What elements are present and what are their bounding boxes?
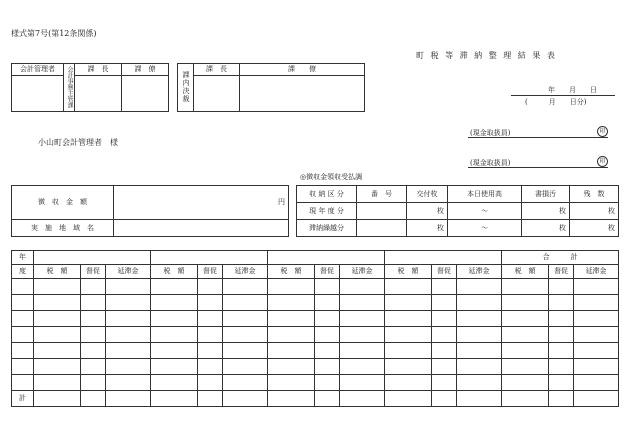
year-cell <box>12 375 34 391</box>
table-cell <box>549 311 574 327</box>
table-cell <box>574 311 619 327</box>
table-cell <box>151 279 198 295</box>
chief-stamp-cell <box>75 76 122 112</box>
table-cell <box>268 311 315 327</box>
total-cell <box>106 391 151 407</box>
table-cell <box>34 295 81 311</box>
total-cell <box>34 391 81 407</box>
year-cell <box>12 327 34 343</box>
staff-label: 課 僚 <box>122 64 169 76</box>
table-cell <box>340 327 385 343</box>
table-cell <box>385 375 432 391</box>
table-cell <box>106 279 151 295</box>
table-cell <box>315 327 340 343</box>
year-cell <box>12 359 34 375</box>
subheader: 税 額 <box>385 265 432 279</box>
internal-staff-label: 課 僚 <box>240 64 365 76</box>
table-cell <box>340 279 385 295</box>
table-cell <box>574 359 619 375</box>
collection-summary <box>11 185 289 237</box>
total-cell <box>198 391 223 407</box>
table-cell <box>81 359 106 375</box>
table-cell <box>223 343 268 359</box>
table-cell <box>315 375 340 391</box>
table-cell <box>198 311 223 327</box>
table-cell <box>457 375 502 391</box>
table-cell <box>106 343 151 359</box>
group-header <box>268 251 385 265</box>
table-cell <box>457 327 502 343</box>
table-cell <box>457 359 502 375</box>
table-row <box>12 295 619 311</box>
table-cell <box>81 311 106 327</box>
table-cell <box>34 279 81 295</box>
cash-handler-2: (現金取扱員) <box>470 159 511 167</box>
receipt-header: 残 数 <box>570 186 619 203</box>
table-cell <box>81 279 106 295</box>
table-cell <box>432 311 457 327</box>
receipt-header: 本日使用高 <box>448 186 522 203</box>
table-row <box>12 327 619 343</box>
area-value <box>114 220 289 237</box>
subheader: 督促 <box>549 265 574 279</box>
total-cell <box>223 391 268 407</box>
table-cell <box>549 359 574 375</box>
table-cell <box>549 327 574 343</box>
receipt-row-label: 滞納繰越分 <box>297 220 357 237</box>
total-cell <box>315 391 340 407</box>
table-cell <box>340 311 385 327</box>
table-cell <box>457 295 502 311</box>
table-cell <box>268 327 315 343</box>
total-row-label: 計 <box>12 391 34 407</box>
table-cell <box>340 343 385 359</box>
group-header <box>34 251 151 265</box>
table-cell <box>34 311 81 327</box>
table-cell <box>81 343 106 359</box>
table-cell <box>151 311 198 327</box>
accountant-stamp-cell <box>12 76 64 112</box>
table-cell <box>81 375 106 391</box>
table-cell <box>315 343 340 359</box>
table-cell <box>385 327 432 343</box>
date-underline <box>511 95 615 96</box>
table-cell <box>106 311 151 327</box>
receipt-section-title: ◎徴収金領収受払調 <box>300 173 363 181</box>
table-cell <box>198 279 223 295</box>
chief-label: 課 長 <box>75 64 122 76</box>
table-cell <box>574 375 619 391</box>
grand-total-header: 合 計 <box>502 251 619 265</box>
group-header <box>151 251 268 265</box>
table-cell <box>268 343 315 359</box>
year-cell <box>12 343 34 359</box>
table-row <box>12 343 619 359</box>
total-row <box>12 391 619 407</box>
table-cell <box>385 343 432 359</box>
table-cell <box>223 311 268 327</box>
table-cell <box>198 327 223 343</box>
table-cell <box>315 279 340 295</box>
subheader: 督促 <box>432 265 457 279</box>
table-cell <box>315 359 340 375</box>
date-period: ( 月 日分) <box>525 98 587 106</box>
receipt-remain-cell: 枚 <box>570 203 619 220</box>
year-cell <box>12 279 34 295</box>
page-title: 町 税 等 滞 納 整 理 結 果 表 <box>416 51 557 60</box>
receipt-header: 番 号 <box>357 186 407 203</box>
area-label: 実 施 地 域 名 <box>12 220 114 237</box>
total-cell <box>340 391 385 407</box>
receipt-number-cell <box>357 220 407 237</box>
table-cell <box>223 359 268 375</box>
table-cell <box>151 327 198 343</box>
table-cell <box>223 295 268 311</box>
table-cell <box>34 343 81 359</box>
table-cell <box>315 311 340 327</box>
table-cell <box>549 279 574 295</box>
table-cell <box>106 295 151 311</box>
approval-box-internal <box>177 63 365 112</box>
table-cell <box>268 359 315 375</box>
table-cell <box>340 375 385 391</box>
tax-result-table <box>11 250 619 407</box>
table-cell <box>432 279 457 295</box>
form-number: 様式第7号(第12条関係) <box>11 29 97 38</box>
table-cell <box>268 279 315 295</box>
subheader: 税 額 <box>151 265 198 279</box>
table-cell <box>574 343 619 359</box>
table-cell <box>81 295 106 311</box>
group-header-row <box>12 251 619 265</box>
total-cell <box>574 391 619 407</box>
table-cell <box>34 359 81 375</box>
subheader: 延滞金 <box>457 265 502 279</box>
table-cell <box>502 327 549 343</box>
subheader: 税 額 <box>502 265 549 279</box>
receipt-row-current <box>297 203 619 220</box>
degree-label: 度 <box>12 265 34 279</box>
receipt-header: 交付枚 <box>407 186 448 203</box>
total-cell <box>268 391 315 407</box>
table-cell <box>385 359 432 375</box>
table-cell <box>198 343 223 359</box>
table-cell <box>198 375 223 391</box>
table-row <box>12 359 619 375</box>
total-cell <box>151 391 198 407</box>
table-cell <box>502 279 549 295</box>
table-row <box>12 311 619 327</box>
receipt-header-row <box>297 186 619 203</box>
table-row <box>12 279 619 295</box>
receipt-row-label: 現 年 度 分 <box>297 203 357 220</box>
receipt-table <box>296 185 619 237</box>
table-cell <box>549 343 574 359</box>
table-cell <box>106 359 151 375</box>
receipt-remain-cell: 枚 <box>570 220 619 237</box>
subheader-row <box>12 265 619 279</box>
table-cell <box>574 279 619 295</box>
accountant-label: 会計管理者 <box>12 64 64 76</box>
total-cell <box>385 391 432 407</box>
table-cell <box>502 343 549 359</box>
table-cell <box>432 343 457 359</box>
date-line: 年 月 日 <box>548 86 597 94</box>
subheader: 督促 <box>198 265 223 279</box>
receipt-damaged-cell: 枚 <box>522 220 570 237</box>
subheader: 督促 <box>315 265 340 279</box>
table-cell <box>151 375 198 391</box>
table-cell <box>457 311 502 327</box>
internal-chief-label: 課 長 <box>194 64 240 76</box>
subheader: 延滞金 <box>106 265 151 279</box>
internal-decision-label: 課内決裁 <box>178 64 194 112</box>
addressee: 小山町会計管理者 様 <box>38 138 118 147</box>
table-cell <box>502 359 549 375</box>
year-label: 年 <box>12 251 34 265</box>
accounting-section-label: 会計事務主管課 <box>64 64 75 112</box>
table-cell <box>502 375 549 391</box>
approval-box-accounting <box>11 63 169 112</box>
table-cell <box>223 375 268 391</box>
receipt-range-cell: 〜 <box>448 203 522 220</box>
group-header <box>385 251 502 265</box>
seal-2: 印 <box>597 156 608 167</box>
table-cell <box>432 359 457 375</box>
table-cell <box>151 343 198 359</box>
table-cell <box>268 375 315 391</box>
table-cell <box>151 295 198 311</box>
table-cell <box>223 327 268 343</box>
table-cell <box>106 327 151 343</box>
table-cell <box>432 375 457 391</box>
receipt-header: 書損汚 <box>522 186 570 203</box>
table-cell <box>198 359 223 375</box>
table-cell <box>315 295 340 311</box>
cash-handler-2-line <box>468 167 608 168</box>
total-cell <box>502 391 549 407</box>
total-cell <box>81 391 106 407</box>
subheader: 税 額 <box>34 265 81 279</box>
internal-chief-stamp-cell <box>194 76 240 112</box>
total-cell <box>432 391 457 407</box>
table-cell <box>340 295 385 311</box>
receipt-row-arrears <box>297 220 619 237</box>
receipt-damaged-cell: 枚 <box>522 203 570 220</box>
table-cell <box>502 295 549 311</box>
year-cell <box>12 295 34 311</box>
table-cell <box>502 311 549 327</box>
year-cell <box>12 311 34 327</box>
total-cell <box>549 391 574 407</box>
table-cell <box>574 295 619 311</box>
staff-stamp-cell <box>122 76 169 112</box>
table-row <box>12 375 619 391</box>
table-cell <box>432 295 457 311</box>
table-cell <box>268 295 315 311</box>
table-cell <box>574 327 619 343</box>
subheader: 延滞金 <box>223 265 268 279</box>
table-cell <box>432 327 457 343</box>
collected-amount-label: 徴 収 金 額 <box>12 186 114 220</box>
table-cell <box>385 295 432 311</box>
collected-amount-value: 円 <box>114 186 289 220</box>
table-cell <box>198 295 223 311</box>
receipt-sheets-cell: 枚 <box>407 203 448 220</box>
internal-staff-stamp-cell <box>240 76 365 112</box>
subheader: 延滞金 <box>574 265 619 279</box>
receipt-sheets-cell: 枚 <box>407 220 448 237</box>
subheader: 税 額 <box>268 265 315 279</box>
table-cell <box>385 311 432 327</box>
cash-handler-1-line <box>468 137 608 138</box>
total-cell <box>457 391 502 407</box>
table-cell <box>34 327 81 343</box>
table-cell <box>34 375 81 391</box>
subheader: 督促 <box>81 265 106 279</box>
table-cell <box>340 359 385 375</box>
table-cell <box>549 375 574 391</box>
table-cell <box>549 295 574 311</box>
table-cell <box>457 279 502 295</box>
subheader: 延滞金 <box>340 265 385 279</box>
receipt-header: 収 納 区 分 <box>297 186 357 203</box>
receipt-range-cell: 〜 <box>448 220 522 237</box>
table-cell <box>106 375 151 391</box>
table-cell <box>151 359 198 375</box>
cash-handler-1: (現金取扱員) <box>470 129 511 137</box>
table-cell <box>81 327 106 343</box>
table-cell <box>385 279 432 295</box>
receipt-number-cell <box>357 203 407 220</box>
table-cell <box>223 279 268 295</box>
seal-1: 印 <box>597 126 608 137</box>
table-cell <box>457 343 502 359</box>
